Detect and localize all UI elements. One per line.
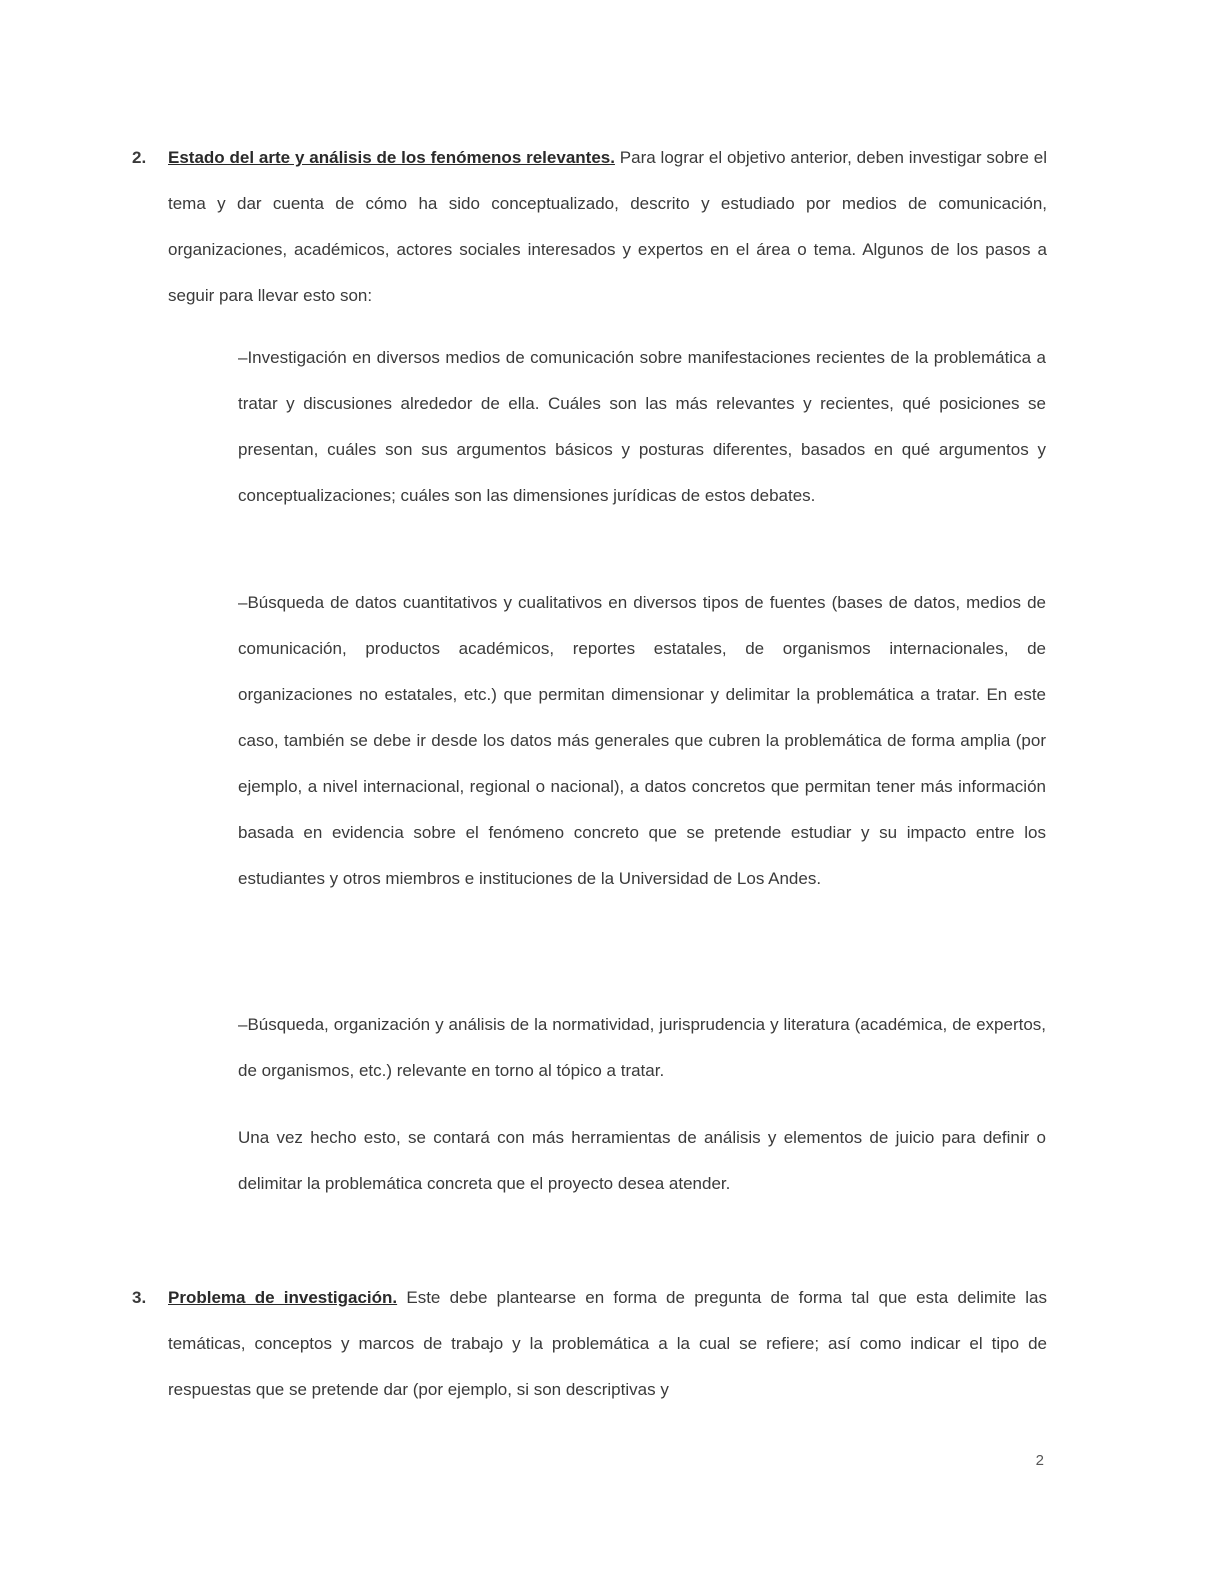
- item-text: Este debe plantearse en forma de pregunta de forma tal que esta delimite las temáticas, conceptos y marcos de trabajo y la problemática a la cual se refiere; así como indicar el tipo de respuestas que se pretende dar (por ejemplo, si son descriptivas y: [168, 1288, 1047, 1399]
- item-number: 3.: [132, 1288, 147, 1307]
- item-body: [168, 1275, 1047, 1413]
- bullet-paragraph: –Investigación en diversos medios de comunicación sobre manifestaciones recientes de la problemática a tratar y discusiones alrededor de ella. Cuáles son las más relevantes y recientes, qué posiciones se presentan, cuáles son sus argumentos básicos y posturas diferentes, basados en qué argumentos y conceptualizaciones; cuáles son las dimensiones jurídicas de estos debates.: [238, 348, 1046, 505]
- list-item-estado-del-arte: [132, 135, 1047, 319]
- list-item-problema: [132, 1275, 1047, 1413]
- item-heading: Estado del arte y análisis de los fenómenos relevantes.: [168, 148, 615, 167]
- closing-paragraph: Una vez hecho esto, se contará con más herramientas de análisis y elementos de juicio para definir o delimitar la problemática concreta que el proyecto desea atender.: [238, 1128, 1046, 1193]
- item-heading: Problema de investigación.: [168, 1288, 398, 1307]
- page-number: 2: [1035, 1452, 1044, 1469]
- bullet-paragraph: –Búsqueda, organización y análisis de la normatividad, jurisprudencia y literatura (académica, de expertos, de organismos, etc.) relevante en torno al tópico a tratar.: [238, 1015, 1046, 1080]
- item-body: [168, 135, 1047, 319]
- bullet-paragraph: –Búsqueda de datos cuantitativos y cualitativos en diversos tipos de fuentes (bases de datos, medios de comunicación, productos académicos, reportes estatales, de organismos internacionales, de organizaciones no estatales, etc.) que permitan dimensionar y delimitar la problemática a tratar. En este caso, también se debe ir desde los datos más generales que cubren la problemática de forma amplia (por ejemplo, a nivel internacional, regional o nacional), a datos concretos que permitan tener más información basada en evidencia sobre el fenómeno concreto que se pretende estudiar y su impacto entre los estudiantes y otros miembros e instituciones de la Universidad de Los Andes.: [238, 593, 1046, 888]
- item-text: Para lograr el objetivo anterior, deben investigar sobre el tema y dar cuenta de cómo ha sido conceptualizado, descrito y estudiado por medios de comunicación, organizaciones, académicos, actores sociales interesados y expertos en el área o tema. Algunos de los pasos a seguir para llevar esto son:: [168, 148, 1047, 305]
- item-number: 2.: [132, 148, 147, 167]
